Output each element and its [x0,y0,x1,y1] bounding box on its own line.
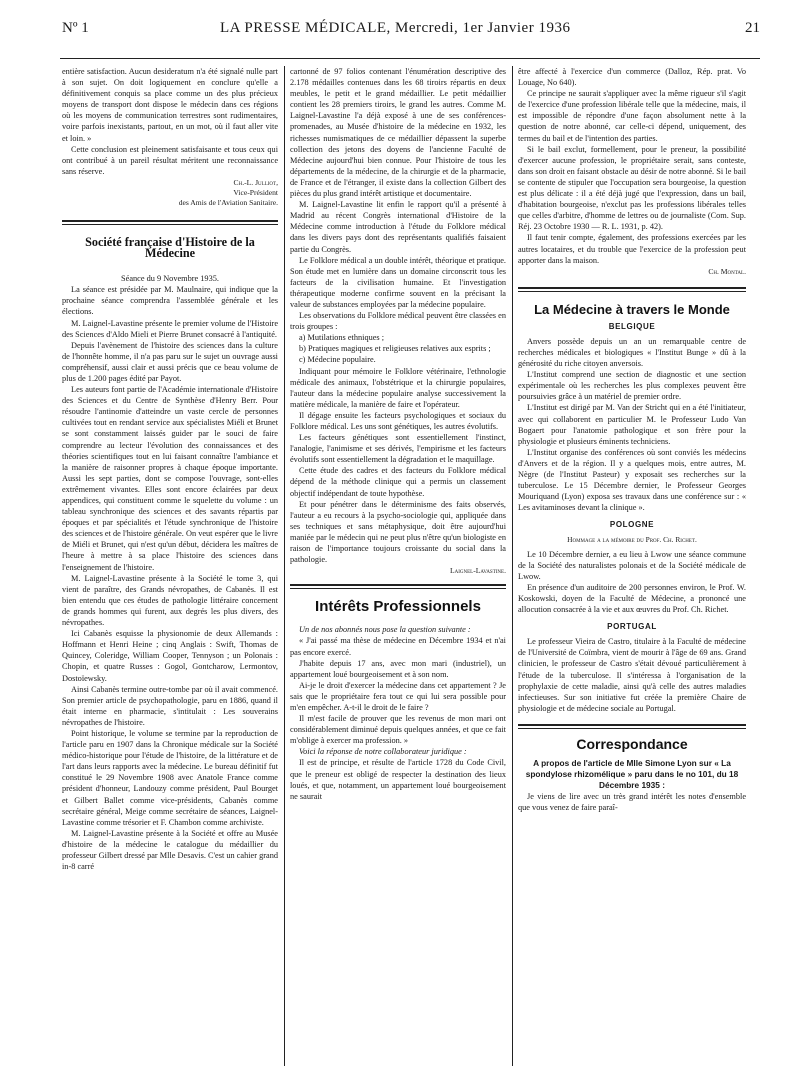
paragraph: Il est de principe, et résulte de l'article 1728 du Code Civil, que le preneur est obligé de respecter la destination des lieux loués, et que, notamment, un appartement loué bourgeoisement ne saurait [290,758,506,801]
section-rule [62,220,278,222]
paragraph: Si le bail exclut, formellement, pour le preneur, la possibilité d'exercer aucune profession, le propriétaire serait, sans conteste, dans son droit en faisant obstacle au désir de notre abonné. Si le bail se contente de stipuler que l'occupation sera bourgeoise, la question est plus délicate : il a été déjà jugé que l'expression, dans un bail, d'habitation bourgeoise, n'exclut pas les professions libérales telles que celles d'arbitre, d'homme de lettres ou de journaliste (Com. Sup. Réj. 23 Octobre 1930 — R. L. 1931, p. 42). [518,144,746,232]
signature: Ch.-L. Julliot, [233,177,278,187]
paragraph: Anvers possède depuis un an un remarquable centre de recherches médicales et biologiques « l'Institut Bunge » dû à la générosité du riche citoyen anversois. [518,336,746,369]
paragraph: Un de nos abonnés nous pose la question suivante : [299,625,471,635]
paragraph: Indiquant pour mémoire le Folklore vétérinaire, l'ethnologie médicale des animaux, l'obstétrique et la chirurgie populaires, l'auteur dans la médecine populaire analyse successivement la matière médicale, la manière de faire et l'opérateur. [290,366,506,409]
journal-title: LA PRESSE MÉDICALE, Mercredi, 1er Janvier 1936 [220,20,571,36]
paragraph: Il faut tenir compte, également, des professions exercées par les autres locataires, et du trouble que l'exercice de la profession peut apporter dans la maison. [518,233,746,265]
paragraph: cartonné de 97 folios contenant l'énumération descriptive des 2.178 médailles contenues dans les 68 tiroirs répartis en deux meubles, le petit et le grand médaillier. Le petit médaillier contient les 28 premiers tiroirs, le grand les autres. Comme M. Laignel-Lavastine l'a déjà exposé à une de ses conférences-promenades, au Musée d'histoire de la médecine en 1932, les richesses numismatiques de ce médaillier dépassent la superbe collection des jetons des doyens de l'ancienne Faculté de Médecine aujourd'hui bien connue. Pour l'histoire de tous les départements de la médecine, de la chirurgie et de la pharmacie, de France et de l'étranger, il existe dans la collection Gilbert des pièces du plus grand intérêt artistique et documentaire. [290,67,506,199]
list-item: a) Mutilations ethniques ; [299,333,385,343]
paragraph: Le professeur Vieira de Castro, titulaire à la Faculté de médecine de l'Université de Coïmbra, vient de mourir à l'âge de 69 ans. Grand clinicien, le professeur de Castro s'était dévoué particulièrement à l'étude de la tuberculose. Il s'intéressa à l'organisation de la prophylaxie de cette maladie, ainsi qu'à celle des autres maladies infectieuses. Sur son initiative fut créée la première Chaire de physiologie et de médecine sociale au Portugal. [518,637,746,713]
paragraph: M. Laignel-Lavastine présente à la Société et offre au Musée d'histoire de la médecine le catalogue du médaillier du professeur Gilbert dressé par Mlle Desavis. C'est un cahier grand in-8 carré [62,828,278,872]
issue-number: Nº 1 [62,20,89,36]
paragraph: entière satisfaction. Aucun desideratum n'a été signalé nulle part à son sujet. On doit logiquement en conclure qu'elle a définitivement conquis sa place comme un des plus précieux moyens de transport dont dispose le médecin dans ces régions où les moyens de communication terrestres sont rudimentaires, voire parfois inexistants, partout, en un mot, où il faut aller vite et loin. » [62,67,278,143]
paragraph: L'Institut comprend une section de diagnostic et une section expérimentale où les recherches les plus complexes peuvent être poursuivies grâce à un matériel de premier ordre. [518,370,746,402]
paragraph: Et pour pénétrer dans le déterminisme des faits observés, l'auteur a eu recours à la psycho-sociologie qui, appliquée dans ses techniques et sans métaphysique, doit être aujourd'hui maniée par le médecin qui ne peut plus n'être qu'un biologiste en raison de l'importance toujours croissante du social dans la pathologie. [290,499,506,565]
column-2 [290,66,506,1066]
pologne-subheading: Hommage a la mémoire du Prof. Ch. Richet. [567,535,697,545]
quote-paragraph: « J'ai passé ma thèse de médecine en Décembre 1934 et n'ai pas encore exercé. [290,636,506,657]
section-rule [62,224,278,225]
paragraph: Point historique, le volume se termine par la reproduction de l'article paru en 1907 dans la Chronique médicale sur la Société médico-historique pour l'étude de l'histoire, de la littérature et de l'art dans leurs rapports avec la médecine. Le bureau définitif fut constitué le 29 Novembre 1908 avec Anatole France comme président d'honneur, Landouzy comme président, Paul Bourget et Gilbert Ballet comme vice-présidents, Cabanès comme secrétaire général, Meige comme secrétaire de séances, Laignel-Lavastine comme trésorier et F. Chambon comme archiviste. [62,728,278,827]
paragraph: Depuis l'avènement de l'histoire des sciences dans la culture de l'honnête homme, il n'a pas paru sur le sujet un ouvrage aussi compréhensif, aussi clair et aussi précis que ce beau volume de plus de 1.200 pages édité par Payot. [62,340,278,383]
paragraph: Voici la réponse de notre collaborateur juridique : [299,747,467,757]
column-1 [62,66,278,1066]
paragraph: Ainsi Cabanès termine outre-tombe par où il avait commencé. Son premier article de psychopathologie, paru en 1886, quand il était interne en pharmacie, s'intitulait : Les souverains névropathes de l'histoire. [62,684,278,727]
quote-paragraph: J'habite depuis 17 ans, avec mon mari (industriel), un appartement loué bourgeoisement et à son nom. [290,658,506,679]
paragraph: Je viens de lire avec un très grand intérêt les notes d'ensemble que vous venez de faire paraî- [518,792,746,813]
paragraph: Ce principe ne saurait s'appliquer avec la même rigueur s'il s'agit de l'exercice d'une profession libérale telle que la médecine, mais, il est impossible de répondre d'une façon absolument nette à la question de notre abonné, car celle-ci dépend, uniquement, des termes du bail et de l'intention des parties. [518,89,746,143]
signature: Laignel-Lavastine. [449,566,506,576]
paragraph: M. Laignel-Lavastine présente à la Société le tome 3, qui vient de paraître, des Grands névropathes, de Cabanès. Il est bien entendu que ces études de pathologie littéraire concernent de grands hommes qui furent, aux degrés les plus divers, des névropathes. [62,573,278,628]
section-rule [290,588,506,589]
paragraph: La séance est présidée par M. Maulnaire, qui indique que la prochaine séance comprendra l'assemblée générale et les élections. [62,285,278,317]
column-3 [518,66,746,1066]
paragraph: L'Institut est dirigé par M. Van der Stricht qui en a été l'initiateur, avec qui collaborent en particulier M. le Professeur Ludo Van Bogaert pour l'anatomie pathologique et son frère pour la physiologie et plusieurs éminents techniciens. [518,403,746,446]
paragraph: Ici Cabanès esquisse la physionomie de deux Allemands : Hoffmann et Henri Heine ; cinq Anglais : Swift, Thomas de Quincey, Coleridge, William Cooper, Tennyson ; un Polonais : Chopin, et quatre Russes : Gogol, Gontcharow, Lermontov, Dostoïewsky. [62,629,278,683]
section-rule [518,291,746,292]
section-rule [518,287,746,289]
country-heading-portugal: PORTUGAL [607,622,657,632]
paragraph: M. Laignel-Lavastine lit enfin le rapport qu'il a présenté à Madrid au récent Congrès international d'Histoire de la Médecine comme introduction à l'étude du Folklore médical dans les divers pays dont des représentants qualifiés faisaient partie du Congrès. [290,200,506,254]
correspondance-heading: A propos de l'article de Mlle Simone Lyon sur « La spondylose rhizomélique » paru dans le no 101, du 18 Décembre 1935 : [525,757,739,791]
section-title-interets: Intérêts Professionnels [315,598,481,616]
paragraph: Il dégage ensuite les facteurs psychologiques et sociaux du Folklore médical. Les uns sont génétiques, les autres évolutifs. [290,410,506,431]
column-divider-2 [512,66,513,1066]
paragraph: être affecté à l'exercice d'un commerce (Dalloz, Rép. prat. Vo Louage, No 640). [518,67,746,88]
paragraph: Le Folklore médical a un double intérêt, théorique et pratique. Son étude met en lumière dans un domaine circonscrit tous les facteurs de la civilisation humaine. Et l'investigation thérapeutique moderne confirme souvent en la précisant la valeur de substances employées par la médecine populaire. [290,255,506,309]
paragraph: Les auteurs font partie de l'Académie internationale d'Histoire des Sciences et du Centre de Synthèse d'Henry Berr. Pour résoudre l'antinomie d'atteindre un vaste cercle de personnes cultivées tout en rendant service aux spécialistes Miéli et Brunet se sont constamment laissés guider par le souci de faire comprendre au lecteur l'évolution des connaissances et des théories scientifiques tout en lui faisant connaître l'ambiance et la manière de raisonner propres à chaque époque importante. Aussi les sept parties, dont se compose l'ouvrage, sont-elles extrêmement vivantes. Elles sont encore éclairées par deux appendices, qui constituent comme le squelette du volume : un tableau synchronique des sciences et des savants répartis par époques et par spécialités et l'étude synchronique de l'histoire des sciences et de l'histoire générale. On veut espérer que le livre de Miéli et Brunet, qui n'est qu'un début, décidera les maîtres de l'heure à mettre à sa place l'histoire des sciences dans l'enseignement de l'histoire. [62,385,278,572]
section-rule [518,728,746,729]
signature-title: Vice-Président [233,187,278,197]
paragraph: Les observations du Folklore médical peuvent être classées en trois groupes : [290,311,506,332]
paragraph: Cette conclusion est pleinement satisfaisante et tous ceux qui ont contribué à un pareil résultat méritent une reconnaissance sans réserve. [62,144,278,176]
section-title-monde: La Médecine à travers le Monde [534,301,730,317]
country-heading-pologne: POLOGNE [609,520,655,530]
section-title-histoire: Société française d'Histoire de la Médecine [85,234,255,261]
page-header [60,20,760,46]
paragraph: Le 10 Décembre dernier, a eu lieu à Lwow une séance commune de la Société des naturalistes polonais et de la Société médicale de Lwow. [518,549,746,581]
paragraph: L'Institut organise des conférences où sont conviés les médecins d'Anvers et de la région. Il y a quelques mois, entre autres, M. Nègre (de l'Institut Pasteur) y exposait ses recherches sur la tuberculose. Le 15 Décembre dernier, le Professeur Georges Mouriquand (Lyon) exposa ses travaux dans une conférence sur : « Les avitaminoses devant la clinique ». [518,447,746,513]
list-item: c) Médecine populaire. [299,355,376,365]
paragraph: M. Laignel-Lavastine présente le premier volume de l'Histoire des Sciences d'Aldo Mieli et Pierre Brunet consacré à l'antiquité. [62,318,278,339]
paragraph: Cette étude des cadres et des facteurs du Folklore médical dépend de la méthode clinique qui a permis un classement objectif indépendant de toute hypothèse. [290,466,506,498]
page-number: 21 [745,20,760,36]
quote-paragraph: Il m'est facile de prouver que les revenus de mon mari ont considérablement diminué depuis quelques années, et que ce fait m'oblige à exercer ma profession. » [290,714,506,746]
signature: Ch. Montal. [708,266,746,276]
section-rule [290,584,506,586]
section-rule [518,724,746,726]
column-divider-1 [284,66,285,1066]
paragraph: En présence d'un auditoire de 200 personnes environ, le Prof. W. Koskowski, doyen de la Faculté de Médecine, a prononcé une allocution consacrée à la vie et aux œuvres du Prof. Ch. Richet. [518,582,746,615]
list-item: b) Pratiques magiques et religieuses relatives aux esprits ; [299,344,491,354]
country-heading-belgique: BELGIQUE [608,321,656,331]
header-rule [60,58,760,59]
seance-date: Séance du 9 Novembre 1935. [121,274,219,284]
signature-affiliation: des Amis de l'Aviation Sanitaire. [178,197,278,207]
section-title-correspondance: Correspondance [576,735,688,752]
paragraph: Les facteurs génétiques sont essentiellement l'instinct, l'analogie, l'animisme et ses dérivés, l'empirisme et les facteurs évolutifs sont essentiellement la dégradation et le maquillage. [290,433,506,465]
quote-paragraph: Ai-je le droit d'exercer la médecine dans cet appartement ? Je sais que le propriétaire fera tout ce qui lui sera possible pour m'en empêcher. A-t-il le droit de le faire ? [290,680,506,712]
